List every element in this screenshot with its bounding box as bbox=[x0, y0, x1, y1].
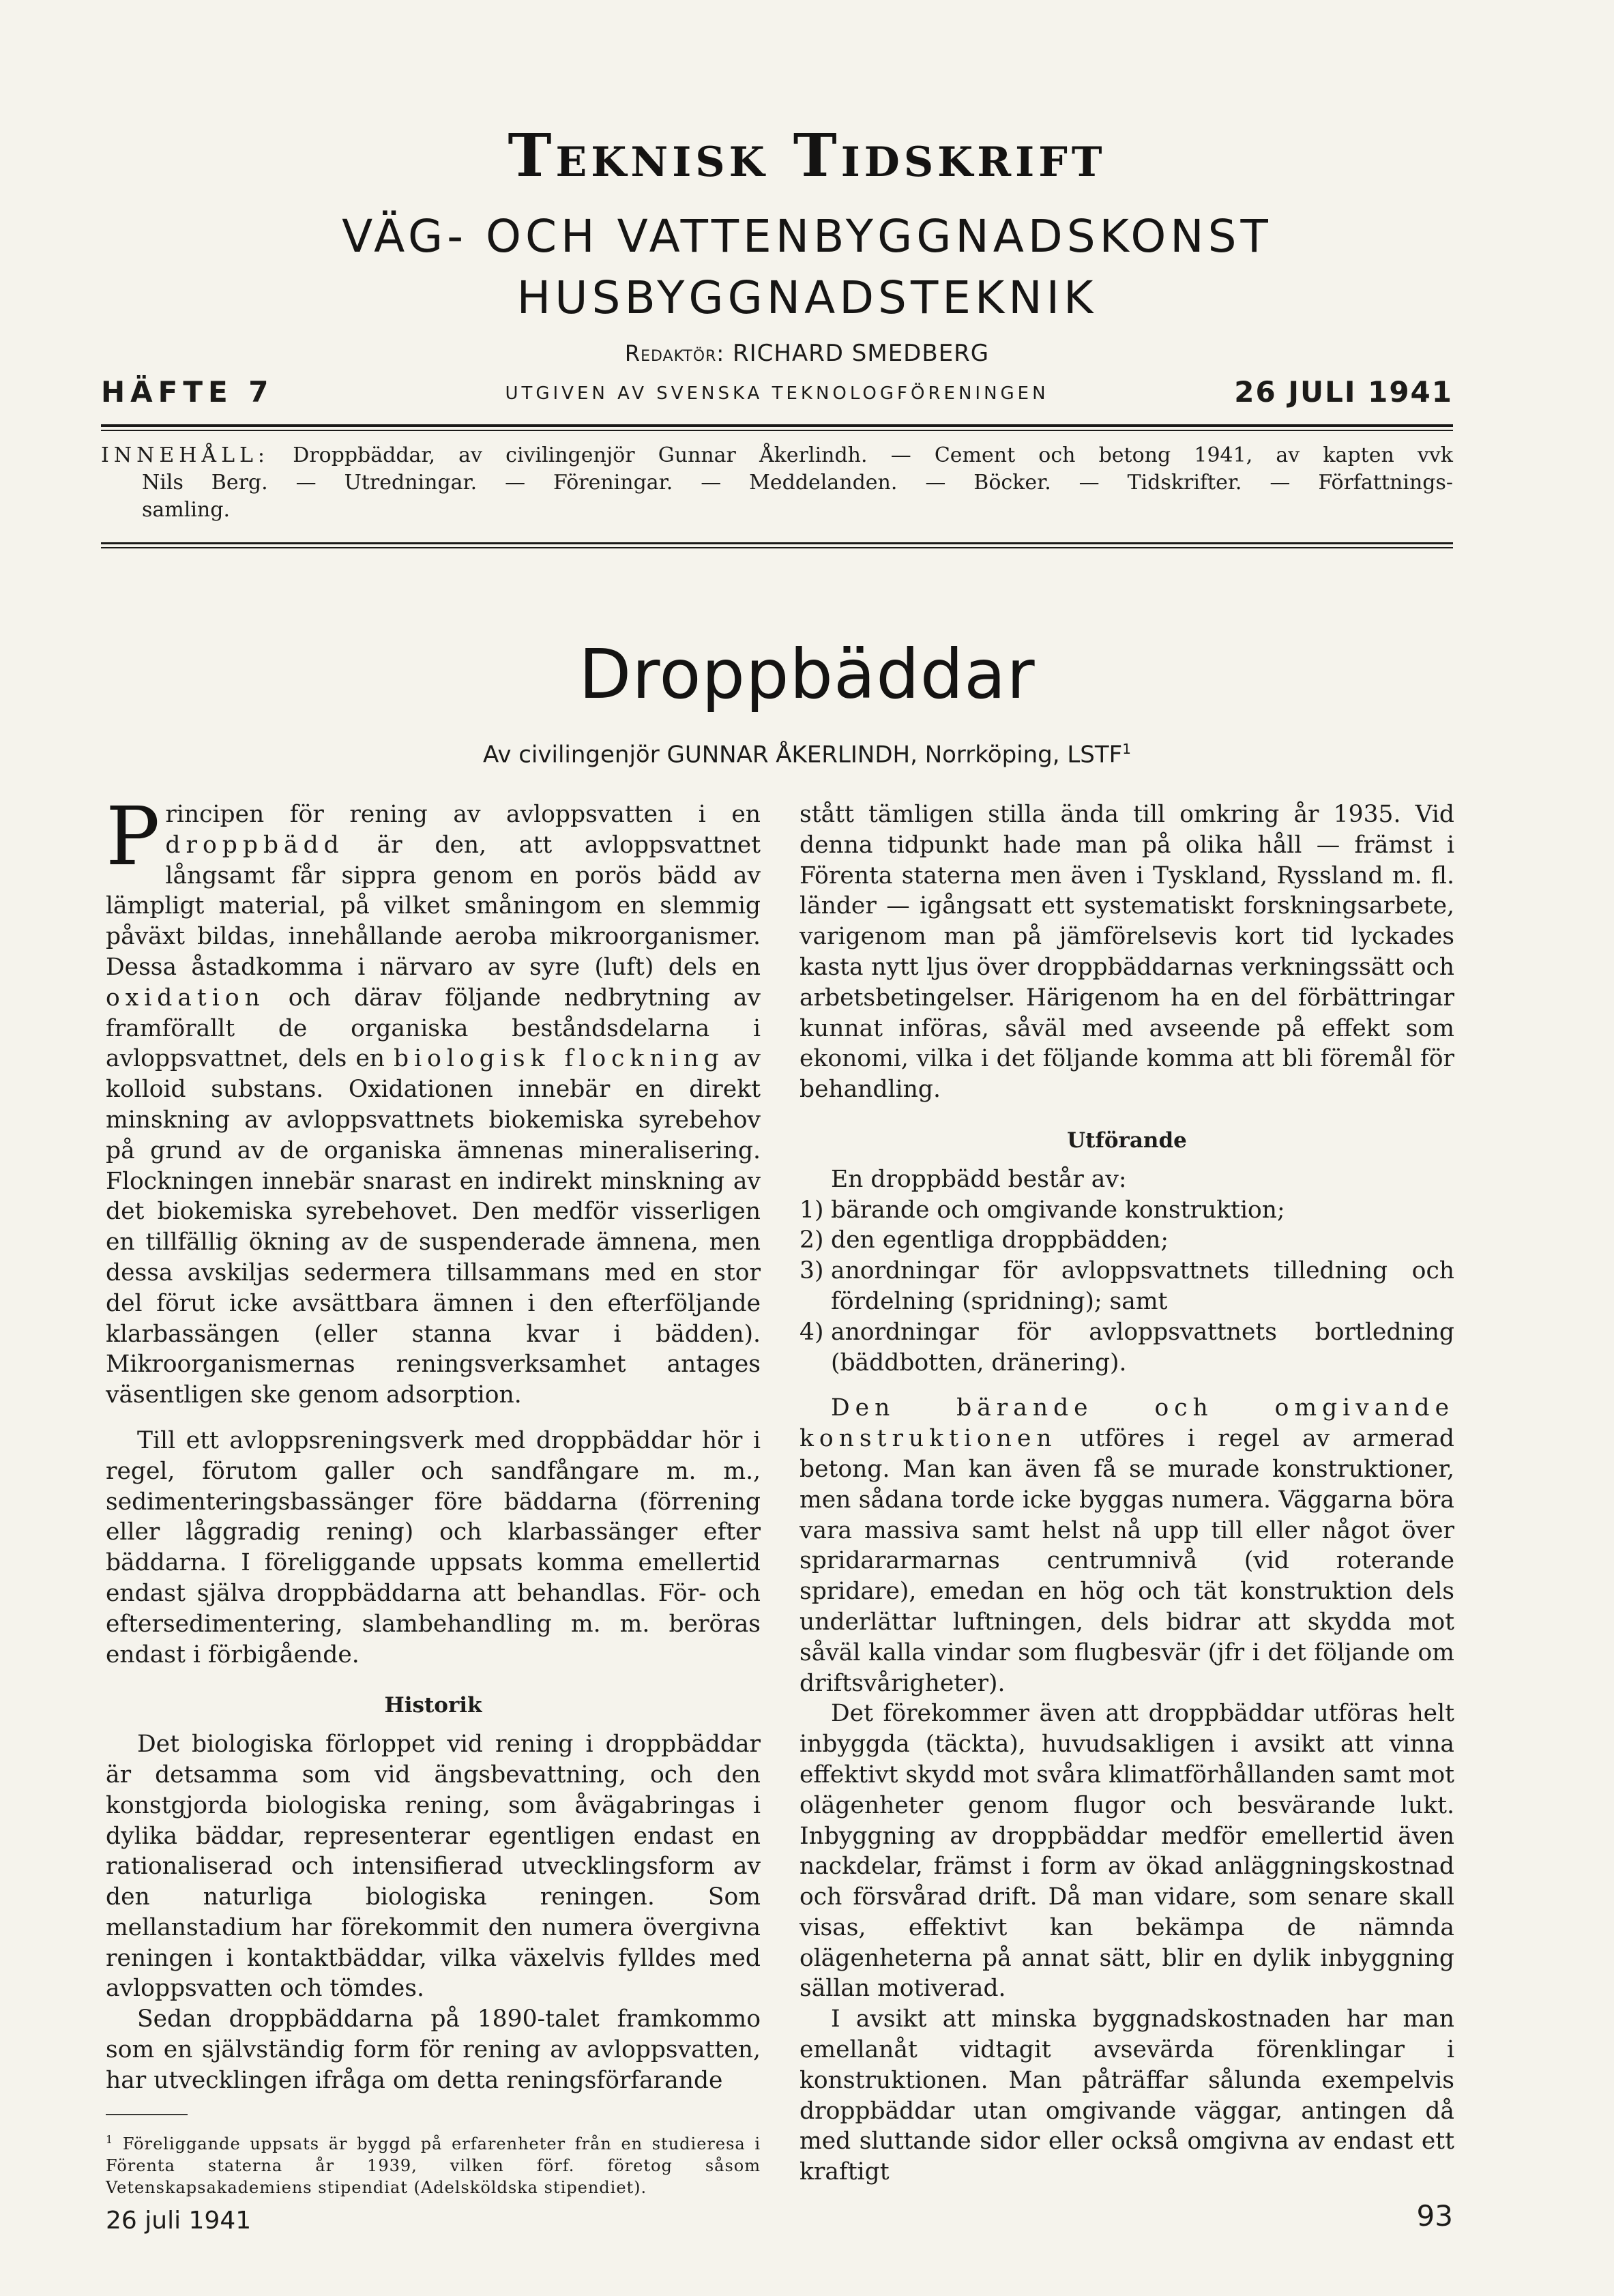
list-item bbox=[799, 1225, 1454, 1256]
page-number: 93 bbox=[1416, 2199, 1453, 2233]
paragraph bbox=[106, 789, 761, 1411]
list-item bbox=[799, 1317, 1454, 1379]
spaced-term: droppbädd bbox=[165, 831, 344, 859]
byline-text: Av civilingenjör GUNNAR ÅKERLINDH, Norrköping, LSTF bbox=[483, 741, 1123, 769]
paragraph: Det biologiska förloppet vid rening i droppbäddar är detsamma som vid ängsbevattning, och den konstgjorda biologiska rening, som åvägabringas i dylika bäddar, representerar egentligen endast en rationaliserad och intensifierad utvecklingsform av den naturliga biologiska reningen. Som mellanstadium har förekommit den numera övergivna reningen i kontaktbäddar, vilka växelvis fylldes med avloppsvatten och tömdes. bbox=[106, 1731, 761, 2003]
contents-line: samling. bbox=[142, 498, 230, 522]
paragraph: Till ett avloppsreningsverk med droppbäddar hör i regel, förutom galler och sandfångare m. m., sedimenteringsbassänger före bäddarna (förrening eller låggradig rening) och klarbassänger efter bäddarna. I föreliggande uppsats komma emellertid endast själva droppbäddarna att behandlas. För- och eftersedimentering, slambehandling m. m. beröras endast i förbigående. bbox=[106, 1426, 761, 1668]
column-right bbox=[799, 799, 1454, 2188]
contents-line bbox=[101, 442, 1453, 469]
footnote-text: Föreliggande uppsats är byggd på erfarenheter från en studieresa i Förenta staterna år 1939, vilken förf. företog såsom Vetenskapsakademiens stipendiat (Adelsköldska stipendiet). bbox=[106, 2134, 761, 2197]
list-item bbox=[799, 1256, 1454, 1317]
footnote-marker: 1 bbox=[1122, 741, 1131, 757]
component-list bbox=[799, 1195, 1454, 1379]
list-number: 3) bbox=[799, 1257, 824, 1285]
footnote-number: 1 bbox=[106, 2132, 114, 2146]
paragraph: Det förekommer även att droppbäddar utföras helt inbyggda (täckta), huvudsakligen i avsikt att vinna effektivt skydd mot svåra klimatförhållanden samt mot olägenheter genom flugor och besvärande lukt. Inbyggning av droppbäddar medför emellertid även nackdelar, främst i form av ökad anläggningskostnad och försvårad drift. Då man vidare, som senare skall visas, effektivt kan bekämpa de nämnda olägenheterna på annat sätt, blir en dylik inbyggning sällan motiverad. bbox=[799, 1700, 1454, 2003]
contents-text: Droppbäddar, av civilingenjör Gunnar Åkerlindh. — Cement och betong 1941, av kapten vvk bbox=[293, 443, 1453, 467]
contents-label: INNEHÅLL: bbox=[101, 443, 270, 467]
contents-line: Nils Berg. — Utredningar. — Föreningar. — Meddelanden. — Böcker. — Tidskrifter. — Författnings- bbox=[142, 471, 1453, 495]
issue-date: 26 JULI 1941 bbox=[1234, 375, 1453, 409]
section-heading-utforande: Utförande bbox=[1067, 1128, 1187, 1153]
section-title-husbyggnad: HUSBYGGNADSTEKNIK bbox=[516, 271, 1098, 324]
footnote-rule bbox=[106, 2114, 188, 2115]
editor-label: Redaktör: bbox=[624, 340, 725, 366]
footnote bbox=[106, 2129, 761, 2198]
table-of-contents bbox=[101, 442, 1453, 524]
list-item bbox=[799, 1195, 1454, 1226]
publisher-line: UTGIVEN AV SVENSKA TEKNOLOGFÖRENINGEN bbox=[505, 383, 1049, 404]
list-number: 1) bbox=[799, 1196, 824, 1224]
paragraph bbox=[799, 1393, 1454, 1698]
issue-number: HÄFTE 7 bbox=[101, 375, 274, 409]
column-left bbox=[106, 789, 761, 2198]
article-title: Droppbäddar bbox=[578, 634, 1036, 714]
list-text: bärande och omgivande konstruktion; bbox=[831, 1196, 1285, 1224]
footer-date: 26 juli 1941 bbox=[106, 2207, 252, 2235]
divider-rule bbox=[101, 424, 1453, 427]
spaced-term: biologisk flockning bbox=[394, 1045, 724, 1073]
text-run: av kolloid substans. Oxidationen innebär en direkt minskning av avloppsvattnets biokemiska syrebehov på grund av de organiska ämnenas mineralisering. Flockningen innebär snarast en indirekt minskning av det biokemiska syrebehovet. Den medför visserligen en tillfällig ökning av de suspenderade ämnena, men dessa avskiljas sedermera tillsammans med en stor del förut icke avsättbara ämnen i den efterföljande klarbassängen (eller stanna kvar i bädden). Mikroorganismernas reningsverksamhet antages väsentligen ske genom adsorption. bbox=[106, 1045, 761, 1409]
section-title-vag-vatten: VÄG- OCH VATTENBYGGNADSKONST bbox=[342, 210, 1272, 263]
paragraph: En droppbädd består av: bbox=[831, 1165, 1127, 1193]
divider-rule bbox=[101, 542, 1453, 544]
text-run: rincipen för rening av avloppsvatten i en bbox=[165, 801, 761, 828]
paragraph: I avsikt att minska byggnadskostnaden har man emellanåt vidtagit avsevärda förenklingar i konstruktionen. Man påträffar sålunda exempelvis droppbäddar utan omgivande väggar, antingen då med sluttande sidor eller också omgivna av endast ett kraftigt bbox=[799, 2005, 1454, 2186]
list-text: den egentliga droppbädden; bbox=[831, 1226, 1169, 1254]
paragraph: stått tämligen stilla ända till omkring år 1935. Vid denna tidpunkt hade man på olika håll — främst i Förenta staterna men även i Tyskland, Ryssland m. fl. länder — igångsatt ett systematiskt forskningsarbete, varigenom man på jämförelsevis kort tid lyckades kasta nytt ljus över droppbäddarnas verkningssätt och arbetsbetingelser. Härigenom ha en del förbättringar kunnat införas, såväl med avseende på effekt som ekonomi, vilka i det följande komma att bli föremål för behandling. bbox=[799, 801, 1454, 1104]
list-text: anordningar för avloppsvattnets tilledning och fördelning (spridning); samt bbox=[831, 1257, 1454, 1315]
article-byline bbox=[0, 741, 1614, 768]
editor-line bbox=[0, 340, 1614, 367]
list-number: 2) bbox=[799, 1226, 824, 1254]
divider-rule bbox=[101, 430, 1453, 431]
list-number: 4) bbox=[799, 1318, 824, 1346]
text-run: är den, att avloppsvattnet långsamt får sippra genom en porös bädd av lämpligt material, på vilket småningom en slemmig påväxt bildas, innehållande aeroba mikroorganismer. Dessa åstadkomma i närvaro av syre (luft) dels en bbox=[106, 831, 761, 981]
issue-row bbox=[101, 375, 1453, 413]
paragraph: Sedan droppbäddarna på 1890-talet framkommo som en självständig form för rening av avloppsvatten, har utvecklingen ifråga om detta reningsförfarande bbox=[106, 2005, 761, 2094]
editor-name: RICHARD SMEDBERG bbox=[732, 340, 990, 367]
drop-cap: P bbox=[106, 789, 160, 883]
section-heading-historik: Historik bbox=[384, 1693, 482, 1718]
spaced-term: oxidation bbox=[106, 984, 265, 1012]
text-run: och därav följande nedbrytning av framförallt de organiska beståndsdelarna i avloppsvattnet, dels en bbox=[106, 984, 761, 1073]
spaced-term: Den bärande och omgivande konstruktionen bbox=[799, 1394, 1454, 1453]
divider-rule bbox=[101, 547, 1453, 548]
list-text: anordningar för avloppsvattnets bortledning (bäddbotten, dränering). bbox=[831, 1318, 1454, 1377]
journal-title: Teknisk Tidskrift bbox=[508, 121, 1106, 190]
text-run: utföres i regel av armerad betong. Man kan även få se murade konstruktioner, men sådana torde icke byggas numera. Väggarna böra vara massiva samt helst nå upp till eller något över spridararmarnas centrumnivå (vid roterande spridare), emedan en hög och tät konstruktion dels underlättar luftningen, dels bidrar att skydda mot såväl kalla vindar som flugbesvär (jfr i det följande om driftsvårigheter). bbox=[799, 1425, 1454, 1697]
